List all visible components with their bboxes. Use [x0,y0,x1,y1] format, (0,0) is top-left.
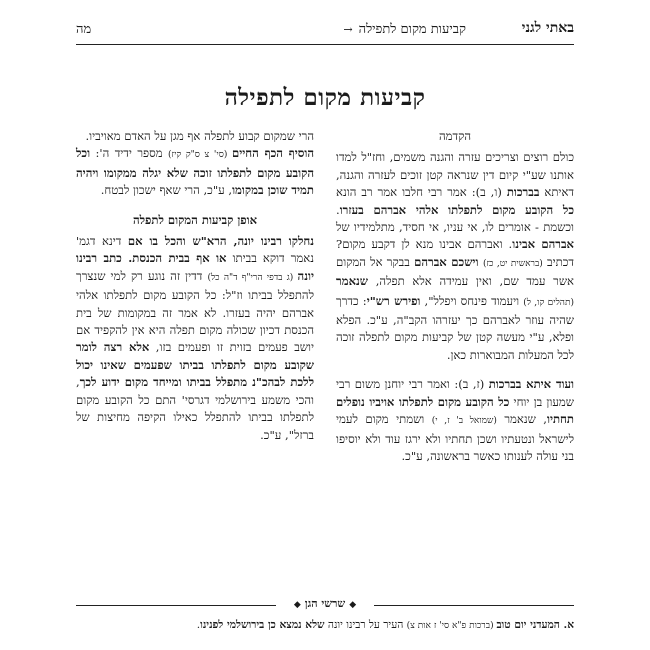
source-citation: (בראשית יט, כז) [483,258,543,269]
bold-run: שלא נמצא כן בירושלמי לפנינו [200,619,325,631]
diamond-icon: ◆ [293,600,301,610]
text-run: בבקר אל המקום אשר עמד שם, ואין עמידה אלא תפלה, [336,254,574,289]
text-run: . [196,619,201,631]
bold-run: ופירש רש"י [366,293,421,308]
divider-label-text: שרשי הגן [304,597,346,610]
text-run: כולם רוצים וצריכים עזרה והגנה משמים, וחז"ל למדו אותנו שע"י קיום דין שנראה קטן זוכים לעזרה והגנה, דאיתא [336,150,574,200]
text-run: מספר ידיד ה': [90,146,169,161]
bold-run: אלא רצה לומר שקובע מקום לתפלתו בביתו שפעמים שאינו [76,340,315,372]
bold-run: בברכות [506,185,540,200]
bold-run: ועוד איתא בברכות [488,377,575,392]
bold-run: אברהם אבינו [512,237,574,252]
bold-run: כל הקובע מקום לתפלתו אלהי אברהם בעזרו [339,202,574,217]
page-title: קביעות מקום לתפילה [224,84,426,111]
section-heading-method: אופן קביעות המקום לתפלה [132,212,258,227]
divider-line [76,605,276,606]
bold-run: וכל הקובע מקום לתפלתו זוכה שלא יגלה ממקומו ויהיה תמיד שוכן במקומו [76,146,314,198]
source-citation: (שמואל ב' ז, י) [431,416,497,427]
intro-paragraph [336,149,574,364]
text-run: , שנאמר [496,412,547,427]
bold-run: א. המעדני יום טוב [496,619,574,631]
bold-run: הוסיף הכף החיים [231,146,314,161]
left-column [76,128,314,444]
source-citation: (ג בדפי הרי"ף ד"ה כל) [207,272,298,283]
page-number: מה [76,22,92,37]
chapter-title [343,21,466,37]
text-run: (ז, ב): ואמר רבי יוחנן משום רבי שמעון בן יוחי [336,377,574,409]
bold-run: וישכם אברהם [414,254,484,269]
arrow-icon: → [343,23,353,36]
running-header [76,18,574,45]
divider-line [374,605,574,606]
dispute-paragraph [76,233,314,444]
kaf-hachaim-paragraph [76,145,314,199]
source-citation: (תהלים קו, ל) [523,297,574,308]
section-heading-intro: הקדמה [439,129,471,143]
paragraph-gap [336,364,574,376]
divider-label [286,597,364,610]
text-run: דדין זה נוגע רק למי שנצרך להתפלל בביתו וז"ל: כל הקובע מקום לתפלתו אלהי אברהם יהיה בעזרו. לא אמר זה במקומות של בית הכנסת דכיון שכולה מקום תפלה היא אין להקפיד אם יושב פעמים בזוית זו ופעמים בזו, [76,268,315,355]
text-run: (ו, ב): אמר רבי חלבו אמר רב הונא [336,185,507,200]
text-run: , והכי משמע בירושלמי דגרסי' התם כל הקובע מקום לתפלתו בביתו להתפלל כאילו הקיפה מחיצות של ברזל", ע"כ. [76,375,314,442]
text-run: : כדרך שהיה עוזר לאברהם כך יעזרהו הקב"ה, ע"כ. הפלא ופלא, ע"י מעשה קטן של קביעות מקום לתפלה זוכה לכל המעלות המבוארות כאן. [336,293,574,362]
text-run: . ואברהם אבינו מנא לן דקבע מקום? דכתיב [336,237,574,269]
text-run: . וכשמת - אומרים לו, אי עניו, אי חסיד, מתלמידיו של [336,202,574,235]
text-run: , ע"כ, הרי שאף ישכון לבטח. [100,183,233,198]
paragraph-gap [76,200,314,212]
second-paragraph [336,376,574,465]
bold-run: יכול ללכת לבהכ"נ מתפלל בביתו ומייחד מקום ידוע לכך [76,357,314,390]
chapter-title-text: קביעות מקום לתפילה [358,22,466,37]
footnote-divider [76,598,574,612]
source-citation: (ברכות פ"א סי' ז אות צ) [406,621,497,631]
diamond-icon: ◆ [349,600,357,610]
text-run: העיר על רבינו יונה [324,619,407,631]
right-column [336,128,574,465]
opening-paragraph: הרי שמקום קבוע לתפלה אף מגן על האדם מאויביו. [85,129,314,143]
footnote [76,618,574,633]
bold-run: או אף בבית הכנסת. כתב רבינו יונה [76,251,314,283]
source-citation: (סי' צ ס"ק קיז) [168,150,232,161]
book-title: באתי לגני [521,20,574,36]
text-run: ושמתי מקום לעמי לישראל ונטעתיו ושכן תחתיו ולא ירגז עוד ולא יוסיפו בני עולה לענותו כאשר בראשונה, ע"כ. [336,412,574,463]
bold-run: כל הקובע מקום לתפלתו אויביו נופלים תחתיו [336,394,574,427]
text-run: דינא דגמ' נאמר דוקא בביתו [76,234,314,266]
bold-run: שנאמר [336,274,368,289]
bold-run: נחלקו רבינו יונה, הרא"ש והכל בו אם [127,234,314,249]
text-run: ויעמוד פינחס ויפלל", [420,293,524,308]
